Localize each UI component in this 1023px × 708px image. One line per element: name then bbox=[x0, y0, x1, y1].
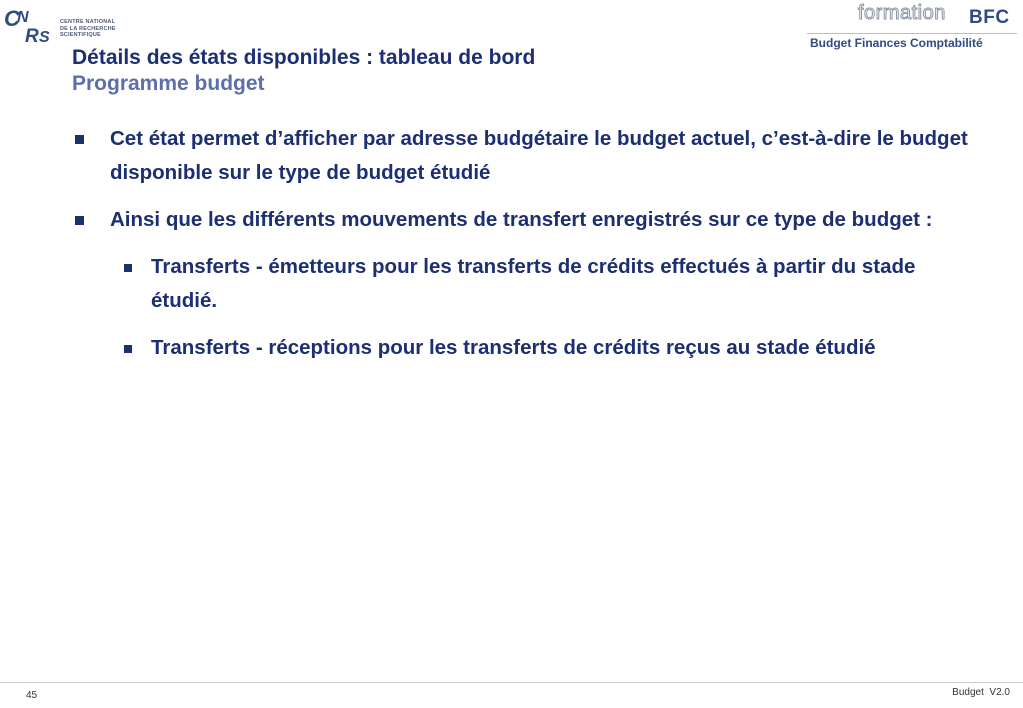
square-bullet-icon bbox=[124, 264, 132, 272]
logo-divider bbox=[807, 33, 1017, 34]
page-number: 45 bbox=[26, 690, 38, 701]
sub-bullet-item bbox=[113, 250, 972, 318]
cnrs-logo bbox=[3, 4, 118, 48]
bullet-item bbox=[72, 203, 972, 237]
square-bullet-icon bbox=[75, 216, 84, 225]
sub-bullet-text: Transferts - émetteurs pour les transferts de crédits effectués à partir du stade étudié. bbox=[151, 255, 916, 312]
bullet-item bbox=[72, 122, 972, 190]
sub-bullet-text: Transferts - réceptions pour les transferts de crédits reçus au stade étudié bbox=[151, 336, 876, 359]
footer-version: Budget V2.0 bbox=[952, 687, 1010, 698]
bullet-text: Cet état permet d’afficher par adresse budgétaire le budget actuel, c’est-à-dire le budget disponible sur le type de budget étudié bbox=[110, 127, 968, 184]
bfc-word: BFC bbox=[969, 7, 1010, 28]
sub-bullet-item bbox=[113, 331, 972, 365]
cnrs-logo-text bbox=[60, 19, 116, 39]
svg-text:R: R bbox=[25, 26, 39, 47]
cnrs-line-2: DE LA RECHERCHE bbox=[60, 25, 116, 32]
cnrs-line-1: CENTRE NATIONAL bbox=[60, 19, 116, 25]
svg-text:S: S bbox=[39, 29, 50, 46]
cnrs-logo-mark bbox=[3, 4, 59, 48]
bullet-text: Ainsi que les différents mouvements de transfert enregistrés sur ce type de budget : bbox=[110, 208, 933, 231]
slide-subtitle: Programme budget bbox=[72, 72, 265, 95]
slide-content bbox=[72, 122, 972, 378]
footer-divider bbox=[0, 682, 1023, 683]
svg-text:N: N bbox=[17, 9, 29, 26]
cnrs-line-3: SCIENTIFIQUE bbox=[60, 32, 101, 38]
square-bullet-icon bbox=[75, 135, 84, 144]
svg-text:C: C bbox=[4, 6, 20, 31]
square-bullet-icon bbox=[124, 345, 132, 353]
bfc-tagline: Budget Finances Comptabilité bbox=[810, 36, 983, 50]
formation-word: formation bbox=[858, 2, 946, 24]
slide-title: Détails des états disponibles : tableau de bord bbox=[72, 46, 536, 69]
formation-bfc-logo bbox=[807, 2, 1017, 52]
